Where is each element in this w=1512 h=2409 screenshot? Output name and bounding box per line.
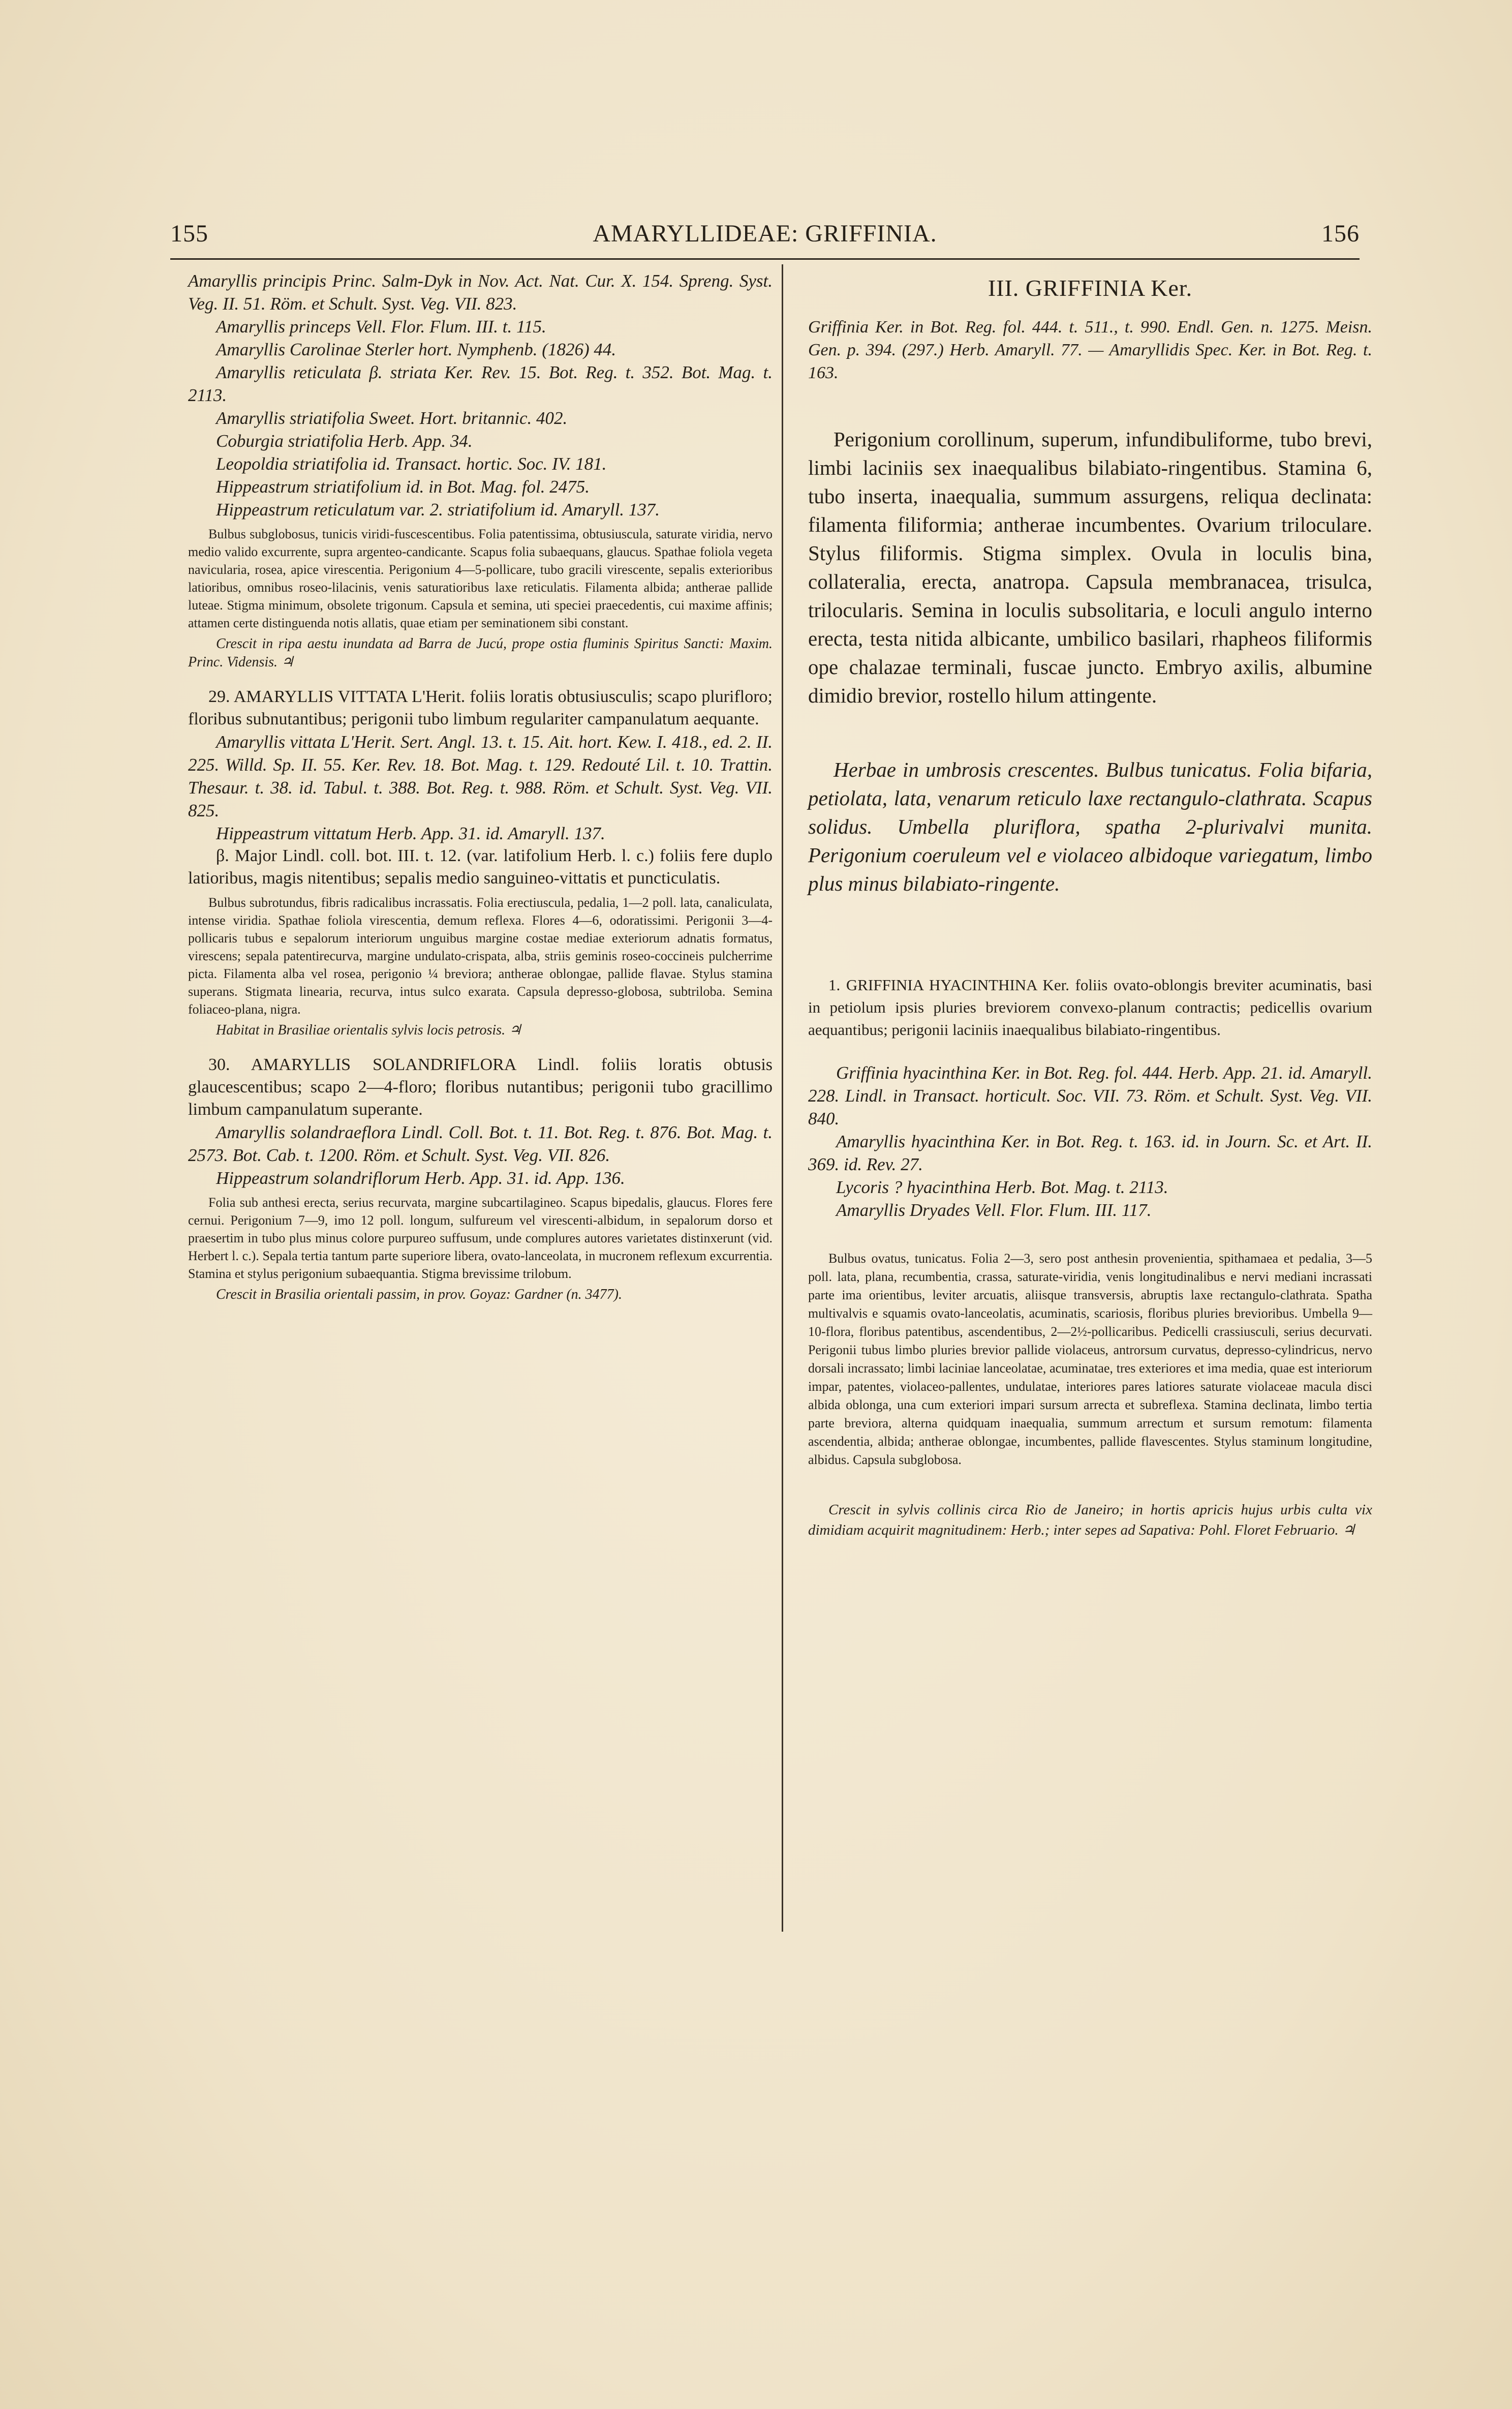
page-header: [170, 220, 1360, 255]
species-description: Bulbus subglobosus, tunicis viridi-fuscescentibus. Folia patentissima, obtusiuscula, saturate viridia, nervo medio valido excurrente, supra argenteo-candicante. Scapus folia subaequans, glaucus. Spathae foliola vegeta navicularia, rosea, apice virescentia. Perigonium 4—5-pollicare, tubo gracili virescente, sepalis exterioribus latioribus, omnibus roseo-lilacinis, venis saturatioribus laxe reticulatis. Filamenta albida; antherae pallide luteae. Stigma minimum, obsolete trigonum. Capsula et semina, uti speciei praecedentis, cui maxime affinis; attamen certe distinguenda notis allatis, quae etiam per seminationem sibi constant.: [188, 527, 773, 630]
genus-characters: Perigonium corollinum, superum, infundibuliforme, tubo brevi, limbi laciniis sex inaequalibus bilabiato-ringentibus. Stamina 6, tubo inserta, inaequalia, summum assurgens, reliqua declinata: filamenta filiformia; antherae incumbentes. Ovarium triloculare. Stylus filiformis. Stigma simplex. Ovula in loculis bina, collateralia, erecta, anatropa. Capsula membranacea, trisulca, trilocularis. Semina in loculis subsolitaria, e loculi angulo interno erecta, testa nitida albicante, umbilico basilari, rhapheos filiformis ope chalazae terminali, fuscae juncto. Embryo axilis, albumine dimidio brevior, rostello hilum attingente.: [808, 428, 1372, 707]
page-number-right: 156: [1321, 220, 1360, 247]
synonym-line: Lycoris ? hyacinthina Herb. Bot. Mag. t. 2113.: [836, 1177, 1168, 1197]
habitat-note: Crescit in Brasilia orientali passim, in prov. Goyaz: Gardner (n. 3477).: [216, 1287, 622, 1302]
synonym-line: Amaryllis principis Princ. Salm-Dyk in Nov. Act. Nat. Cur. X. 154. Spreng. Syst. Veg. II. 51. Röm. et Schult. Syst. Veg. VII. 823.: [188, 271, 773, 314]
synonym-block: [808, 1061, 1372, 1222]
synonym-line: Amaryllis solandraeflora Lindl. Coll. Bot. t. 11. Bot. Reg. t. 876. Bot. Mag. t. 2573. Bot. Cab. t. 1200. Röm. et Schult. Syst. Veg. VII. 826.: [188, 1122, 773, 1165]
synonym-line: Amaryllis vittata L'Herit. Sert. Angl. 13. t. 15. Ait. hort. Kew. I. 418., ed. 2. II. 225. Willd. Sp. II. 55. Ker. Rev. 18. Bot. Mag. t. 129. Redouté Lil. t. 10. Trattin. Thesaur. t. 38. id. Tabul. t. 388. Bot. Reg. t. 988. Röm. et Schult. Syst. Veg. VII. 825.: [188, 732, 773, 820]
species-description: Bulbus ovatus, tunicatus. Folia 2—3, sero post anthesin provenientia, spithamaea et pedalia, 3—5 poll. lata, plana, recumbentia, crassa, saturate-viridia, venis longitudinalibus e nervi mediani incrassati parte ima orientibus, leviter arcuatis, aliisque transversis, abruptis laxe rectangulo-clathrata. Spatha multivalvis e squamis ovato-lanceolatis, acuminatis, scariosis, floribus pluries brevioribus. Umbella 9—10-flora, floribus patentibus, ascendentibus, 2—2½-pollicaribus. Pedicelli crassiusculi, serius decurvati. Perigonii tubus limbo pluries brevior pallide violaceus, antrorsum curvatus, depresso-cylindricus, nervo dorsali incrassato; limbi laciniae lanceolatae, acuminatae, tres exteriores et ima media, quae est interiorum impar, patentes, violaceo-pallentes, undulatae, interiores pares latiores saturate violaceae macula disci albida oblonga, una cum exteriori impari sursum arrecta et subreflexa. Stamina declinata, limbo tertia parte breviora, alterna quidquam inaequalia, summum arrectum et sursum remotum: filamenta ascendentia, albida; antherae oblongae, incumbentes, pallide flavescentes. Stylus staminum longitudine, albidus. Capsula subglobosa.: [808, 1251, 1372, 1467]
synonym-line: Amaryllis striatifolia Sweet. Hort. britannic. 402.: [216, 408, 568, 428]
synonym-line: Amaryllis reticulata β. striata Ker. Rev. 15. Bot. Reg. t. 352. Bot. Mag. t. 2113.: [188, 362, 773, 405]
synonym-line: Amaryllis hyacinthina Ker. in Bot. Reg. t. 163. id. in Journ. Sc. et Art. II. 369. id. Rev. 27.: [808, 1132, 1372, 1174]
species-heading: 1. GRIFFINIA HYACINTHINA Ker. foliis ovato-oblongis breviter acuminatis, basi in petiolum ipsis pluries breviorem convexo-planum contractis; pedicellis ovarium aequantibus; perigonii laciniis inaequalibus bilabiato-ringentibus.: [808, 976, 1372, 1039]
habitat-note: Crescit in ripa aestu inundata ad Barra de Jucú, prope ostia fluminis Spiritus Sancti: Maxim. Princ. Vidensis. ♃: [188, 636, 773, 670]
synonym-line: Hippeastrum vittatum Herb. App. 31. id. Amaryll. 137.: [216, 824, 605, 843]
synonym-line: Amaryllis Carolinae Sterler hort. Nymphenb. (1826) 44.: [216, 340, 616, 359]
habitat-note: Habitat in Brasiliae orientalis sylvis locis petrosis. ♃: [216, 1022, 522, 1038]
left-column: [188, 269, 773, 1304]
genus-reference: Griffinia Ker. in Bot. Reg. fol. 444. t. 511., t. 990. Endl. Gen. n. 1275. Meisn. Gen. p. 394. (297.) Herb. Amaryll. 77. — Amaryllidis Spec. Ker. in Bot. Reg. t. 163.: [808, 318, 1372, 382]
species-description: Bulbus subrotundus, fibris radicalibus incrassatis. Folia erectiuscula, pedalia, 1—2 poll. lata, canaliculata, intense viridia. Spathae foliola virescentia, demum reflexa. Flores 4—6, odoratissimi. Perigonii 3—4-pollicaris tubus e sepalorum interiorum unguibus margine costae mediae exteriorum adnatis formatus, virescens; sepala patentirecurva, margine undulato-crispata, alba, striis geminis roseo-coccineis pulcherrime picta. Filamenta alba vel rosea, perigonio ¼ breviora; antherae oblongae, pallide flavae. Stylus stamina superans. Stigmata linearia, recurva, intus sulco exarata. Capsula depresso-globosa, subtriloba. Semina foliaceo-plana, nigra.: [188, 895, 773, 1017]
synonym-line: Hippeastrum solandriflorum Herb. App. 31. id. App. 136.: [216, 1168, 625, 1188]
synonym-line: Amaryllis Dryades Vell. Flor. Flum. III. 117.: [836, 1200, 1152, 1220]
synonym-line: Amaryllis princeps Vell. Flor. Flum. III. t. 115.: [216, 317, 546, 337]
running-title: AMARYLLIDEAE: GRIFFINIA.: [593, 220, 937, 247]
genus-title: III. GRIFFINIA Ker.: [988, 275, 1193, 301]
species-heading: 29. AMARYLLIS VITTATA L'Herit. foliis loratis obtusiusculis; scapo plurifloro; floribus subnutantibus; perigonii tubo limbum regulariter campanulatum aequante.: [188, 687, 773, 728]
habitat-note: Crescit in sylvis collinis circa Rio de Janeiro; in hortis apricis hujus urbis culta vix dimidiam acquirit magnitudinem: Herb.; inter sepes ad Sapativa: Pohl. Floret Februario. ♃: [808, 1502, 1372, 1538]
genus-habit: Herbae in umbrosis crescentes. Bulbus tunicatus. Folia bifaria, petiolata, lata, venarum reticulo laxe rectangulo-clathrata. Scapus solidus. Umbella pluriflora, spatha 2-plurivalvi munita. Perigonium coeruleum vel e violaceo albidoque variegatum, limbo plus minus bilabiato-ringente.: [808, 758, 1372, 895]
species-description: Folia sub anthesi erecta, serius recurvata, margine subcartilagineo. Scapus bipedalis, glaucus. Flores fere cernui. Perigonium 7—9, imo 12 poll. longum, sulfureum vel virescenti-albidum, in sepalorum dorso et praesertim in tubo plus minus colore purpureo suffusum, unde complures autores varietates distinxerunt (vid. Herbert l. c.). Sepala tertia tantum parte superiore libera, ovato-lanceolata, in mucronem reflexum excurrentia. Stamina et stylus perigonium subaequantia. Stigma brevissime trilobum.: [188, 1195, 773, 1281]
column-divider: [782, 264, 783, 1932]
variety-note: β. Major Lindl. coll. bot. III. t. 12. (var. latifolium Herb. l. c.) foliis fere duplo latioribus, magis nitentibus; sepalis medio sanguineo-vittatis et puncticulatis.: [188, 846, 773, 888]
synonym-line: Hippeastrum striatifolium id. in Bot. Mag. fol. 2475.: [216, 477, 590, 497]
page-number-left: 155: [170, 220, 208, 247]
right-column: [808, 269, 1372, 1540]
synonym-line: Coburgia striatifolia Herb. App. 34.: [216, 431, 473, 451]
synonym-line: Griffinia hyacinthina Ker. in Bot. Reg. fol. 444. Herb. App. 21. id. Amaryll. 228. Lindl. in Transact. horticult. Soc. VII. 73. Röm. et Schult. Syst. Veg. VII. 840.: [808, 1063, 1372, 1129]
synonym-line: Hippeastrum reticulatum var. 2. striatifolium id. Amaryll. 137.: [216, 500, 660, 520]
header-rule: [170, 258, 1360, 260]
species-heading: 30. AMARYLLIS SOLANDRIFLORA Lindl. foliis loratis obtusis glaucescentibus; scapo 2—4-floro; floribus nutantibus; perigonii tubo gracillimo limbum campanulatum superante.: [188, 1055, 773, 1119]
synonym-line: Leopoldia striatifolia id. Transact. hortic. Soc. IV. 181.: [216, 454, 607, 474]
